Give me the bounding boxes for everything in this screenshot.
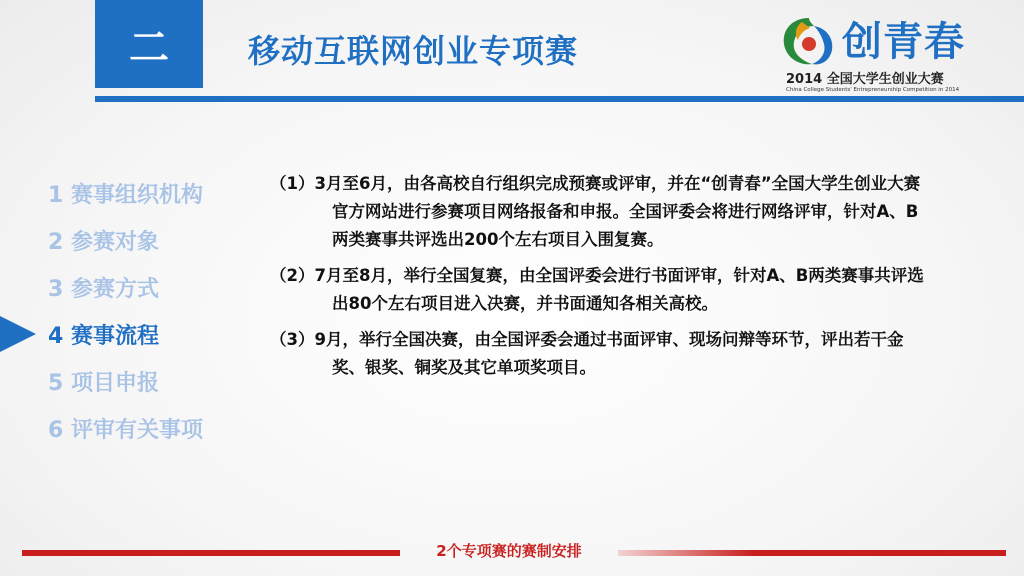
- nav-item-participants[interactable]: 2 参赛对象: [48, 230, 159, 255]
- nav-item-process[interactable]: 4 赛事流程: [48, 324, 159, 349]
- section-nav: [48, 180, 203, 462]
- nav-item-organization[interactable]: 1 赛事组织机构: [48, 183, 203, 208]
- footer-divider-right: [618, 550, 1006, 556]
- footer-caption: 2个专项赛的赛制安排: [436, 542, 582, 560]
- active-nav-arrow-icon: [0, 316, 36, 352]
- logo: [776, 6, 988, 98]
- section-number-box: [95, 0, 203, 88]
- nav-item-review[interactable]: 6 评审有关事项: [48, 418, 203, 443]
- process-paragraph-1: （1）3月至6月，由各高校自行组织完成预赛或评审，并在“创青春”全国大学生创业大赛官方网站进行参赛项目网络报备和申报。全国评委会将进行网络评审，针对A、B两类赛事共评选出200个左右项目入围复赛。: [270, 174, 921, 249]
- logo-name: 创青春: [842, 19, 965, 65]
- process-paragraph-2: （2）7月至8月，举行全国复赛，由全国评委会进行书面评审，针对A、B两类赛事共评选出80个左右项目进入决赛，并书面通知各相关高校。: [270, 266, 924, 313]
- process-content: [270, 170, 930, 390]
- logo-swirl-icon: [778, 14, 840, 70]
- nav-item-application[interactable]: 5 项目申报: [48, 371, 159, 396]
- logo-subtitle: 2014 全国大学生创业大赛: [786, 72, 944, 87]
- section-number: 二: [129, 24, 169, 71]
- footer-divider-left: [22, 550, 400, 556]
- process-paragraph-3: （3）9月，举行全国决赛，由全国评委会通过书面评审、现场问辩等环节，评出若干金奖、银奖、铜奖及其它单项奖项目。: [270, 330, 904, 377]
- logo-english-caption: China College Students' Entrepreneurship Competition in 2014: [786, 87, 960, 93]
- page-title: 移动互联网创业专项赛: [248, 32, 579, 70]
- nav-item-method[interactable]: 3 参赛方式: [48, 277, 159, 302]
